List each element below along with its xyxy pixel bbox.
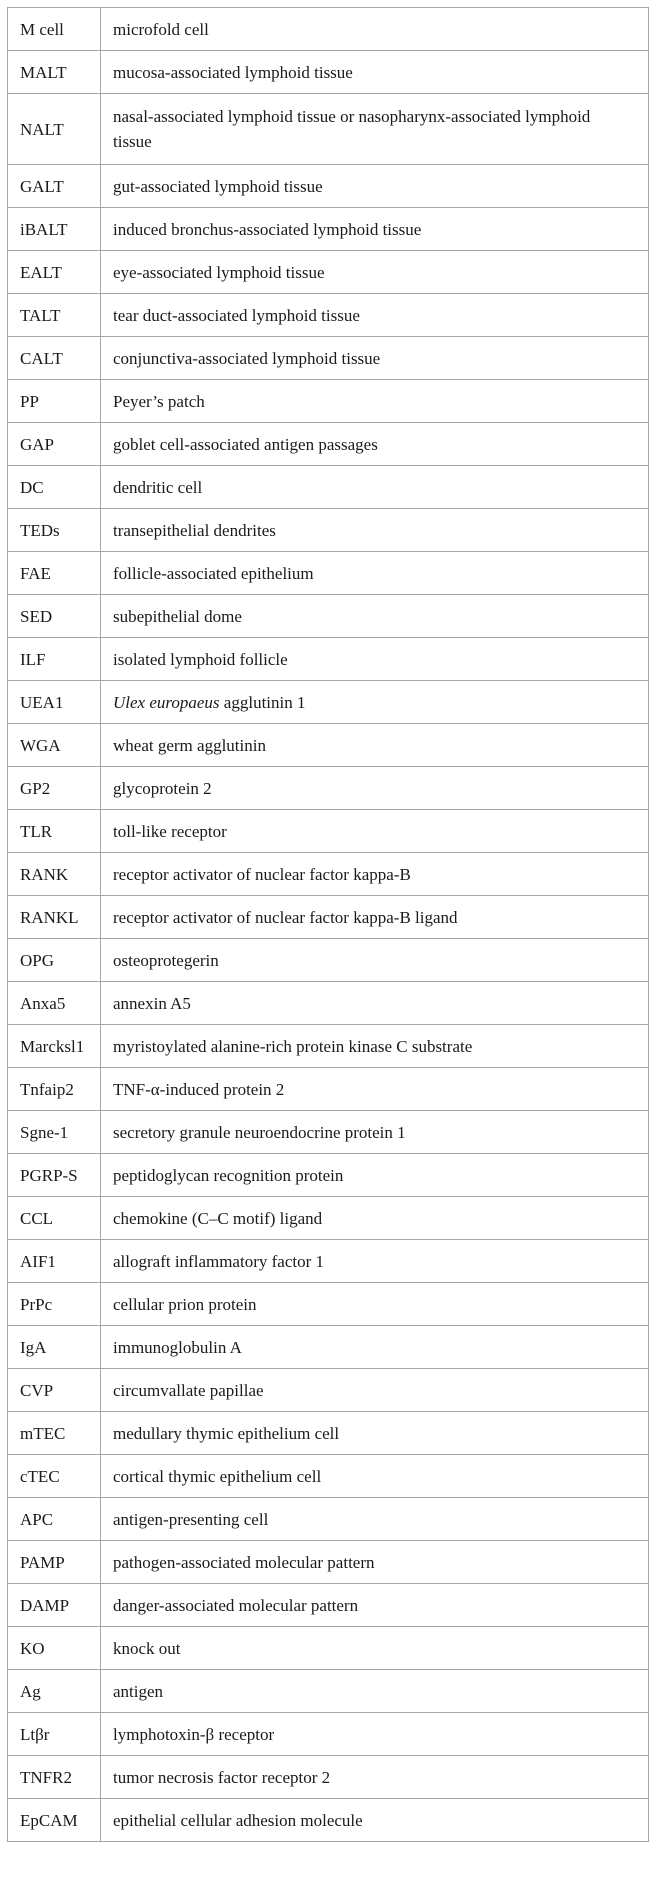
- definition-cell: peptidoglycan recognition protein: [101, 1154, 649, 1197]
- abbreviation-cell: RANK: [8, 853, 101, 896]
- definition-cell: medullary thymic epithelium cell: [101, 1412, 649, 1455]
- table-row: [8, 724, 649, 767]
- definition-italic-text: Ulex europaeus: [113, 692, 220, 712]
- definition-cell: eye-associated lymphoid tissue: [101, 251, 649, 294]
- table-row: [8, 1369, 649, 1412]
- abbreviation-cell: PAMP: [8, 1541, 101, 1584]
- abbreviation-cell: Ag: [8, 1670, 101, 1713]
- definition-cell: circumvallate papillae: [101, 1369, 649, 1412]
- abbreviation-cell: mTEC: [8, 1412, 101, 1455]
- abbreviation-cell: CCL: [8, 1197, 101, 1240]
- definition-cell: induced bronchus-associated lymphoid tissue: [101, 208, 649, 251]
- table-row: [8, 638, 649, 681]
- definition-cell: osteoprotegerin: [101, 939, 649, 982]
- abbreviation-cell: EALT: [8, 251, 101, 294]
- definition-cell: glycoprotein 2: [101, 767, 649, 810]
- definition-cell: wheat germ agglutinin: [101, 724, 649, 767]
- definition-cell: tear duct-associated lymphoid tissue: [101, 294, 649, 337]
- table-row: [8, 337, 649, 380]
- abbreviation-cell: SED: [8, 595, 101, 638]
- definition-cell: transepithelial dendrites: [101, 509, 649, 552]
- table-row: [8, 1756, 649, 1799]
- table-row: [8, 1068, 649, 1111]
- table-row: [8, 1326, 649, 1369]
- abbreviation-cell: iBALT: [8, 208, 101, 251]
- abbreviation-cell: KO: [8, 1627, 101, 1670]
- abbreviation-cell: PP: [8, 380, 101, 423]
- table-row: [8, 1541, 649, 1584]
- abbreviation-cell: PGRP-S: [8, 1154, 101, 1197]
- abbreviation-cell: AIF1: [8, 1240, 101, 1283]
- definition-cell: myristoylated alanine-rich protein kinase C substrate: [101, 1025, 649, 1068]
- abbreviation-cell: FAE: [8, 552, 101, 595]
- abbreviation-cell: TEDs: [8, 509, 101, 552]
- table-row: [8, 1111, 649, 1154]
- table-row: [8, 1154, 649, 1197]
- definition-cell: epithelial cellular adhesion molecule: [101, 1799, 649, 1842]
- abbreviation-cell: IgA: [8, 1326, 101, 1369]
- table-row: [8, 208, 649, 251]
- definition-cell: mucosa-associated lymphoid tissue: [101, 51, 649, 94]
- abbreviation-cell: GAP: [8, 423, 101, 466]
- abbreviation-cell: Marcksl1: [8, 1025, 101, 1068]
- definition-cell: toll-like receptor: [101, 810, 649, 853]
- definition-text: agglutinin 1: [219, 692, 306, 712]
- definition-cell: Peyer’s patch: [101, 380, 649, 423]
- table-row: [8, 1670, 649, 1713]
- definition-cell: tumor necrosis factor receptor 2: [101, 1756, 649, 1799]
- abbreviation-cell: TLR: [8, 810, 101, 853]
- table-row: [8, 1799, 649, 1842]
- definition-cell: cortical thymic epithelium cell: [101, 1455, 649, 1498]
- definition-cell: antigen-presenting cell: [101, 1498, 649, 1541]
- definition-cell: follicle-associated epithelium: [101, 552, 649, 595]
- definition-cell: secretory granule neuroendocrine protein 1: [101, 1111, 649, 1154]
- abbreviation-cell: GALT: [8, 165, 101, 208]
- table-row: [8, 853, 649, 896]
- abbreviation-cell: PrPc: [8, 1283, 101, 1326]
- definition-cell: allograft inflammatory factor 1: [101, 1240, 649, 1283]
- definition-cell: annexin A5: [101, 982, 649, 1025]
- definition-cell: receptor activator of nuclear factor kappa-B: [101, 853, 649, 896]
- table-row: [8, 1627, 649, 1670]
- definition-cell: gut-associated lymphoid tissue: [101, 165, 649, 208]
- abbreviation-cell: TNFR2: [8, 1756, 101, 1799]
- table-row: [8, 51, 649, 94]
- table-row: [8, 8, 649, 51]
- table-row: [8, 509, 649, 552]
- definition-cell: dendritic cell: [101, 466, 649, 509]
- abbreviation-cell: Anxa5: [8, 982, 101, 1025]
- abbreviation-cell: RANKL: [8, 896, 101, 939]
- abbreviation-cell: OPG: [8, 939, 101, 982]
- definition-cell: isolated lymphoid follicle: [101, 638, 649, 681]
- abbreviation-cell: GP2: [8, 767, 101, 810]
- definition-cell: TNF-α-induced protein 2: [101, 1068, 649, 1111]
- definition-cell: conjunctiva-associated lymphoid tissue: [101, 337, 649, 380]
- abbreviations-table: [7, 7, 649, 1842]
- definition-cell: receptor activator of nuclear factor kappa-B ligand: [101, 896, 649, 939]
- abbreviation-cell: ILF: [8, 638, 101, 681]
- abbreviation-cell: UEA1: [8, 681, 101, 724]
- table-row: [8, 294, 649, 337]
- abbreviation-cell: DAMP: [8, 1584, 101, 1627]
- definition-cell: nasal-associated lymphoid tissue or nasopharynx-associated lymphoid tissue: [101, 94, 649, 165]
- definition-cell: goblet cell-associated antigen passages: [101, 423, 649, 466]
- definition-cell: subepithelial dome: [101, 595, 649, 638]
- table-row: [8, 767, 649, 810]
- table-row: [8, 423, 649, 466]
- definition-cell: [101, 681, 649, 724]
- definition-cell: antigen: [101, 1670, 649, 1713]
- table-row: [8, 1412, 649, 1455]
- table-row: [8, 896, 649, 939]
- table-row: [8, 1197, 649, 1240]
- table-row: [8, 1455, 649, 1498]
- definition-cell: danger-associated molecular pattern: [101, 1584, 649, 1627]
- table-row: [8, 165, 649, 208]
- table-row: [8, 939, 649, 982]
- table-row: [8, 1240, 649, 1283]
- definition-cell: lymphotoxin-β receptor: [101, 1713, 649, 1756]
- abbreviation-cell: M cell: [8, 8, 101, 51]
- abbreviation-cell: MALT: [8, 51, 101, 94]
- definition-cell: cellular prion protein: [101, 1283, 649, 1326]
- table-row: [8, 94, 649, 165]
- definition-cell: microfold cell: [101, 8, 649, 51]
- table-row: [8, 251, 649, 294]
- table-row: [8, 1713, 649, 1756]
- table-row: [8, 810, 649, 853]
- abbreviation-cell: DC: [8, 466, 101, 509]
- table-row: [8, 1498, 649, 1541]
- abbreviation-cell: cTEC: [8, 1455, 101, 1498]
- abbreviations-table-body: [8, 8, 649, 1842]
- table-row: [8, 552, 649, 595]
- abbreviation-cell: Tnfaip2: [8, 1068, 101, 1111]
- definition-cell: knock out: [101, 1627, 649, 1670]
- table-row: [8, 1025, 649, 1068]
- abbreviation-cell: APC: [8, 1498, 101, 1541]
- abbreviation-cell: CVP: [8, 1369, 101, 1412]
- abbreviation-cell: TALT: [8, 294, 101, 337]
- abbreviation-cell: EpCAM: [8, 1799, 101, 1842]
- abbreviation-cell: WGA: [8, 724, 101, 767]
- table-row: [8, 1283, 649, 1326]
- definition-cell: chemokine (C–C motif) ligand: [101, 1197, 649, 1240]
- table-row: [8, 982, 649, 1025]
- abbreviation-cell: Sgne-1: [8, 1111, 101, 1154]
- definition-cell: immunoglobulin A: [101, 1326, 649, 1369]
- table-row: [8, 1584, 649, 1627]
- abbreviation-cell: Ltβr: [8, 1713, 101, 1756]
- table-row: [8, 681, 649, 724]
- definition-cell: pathogen-associated molecular pattern: [101, 1541, 649, 1584]
- abbreviation-cell: NALT: [8, 94, 101, 165]
- table-row: [8, 595, 649, 638]
- table-row: [8, 380, 649, 423]
- table-row: [8, 466, 649, 509]
- abbreviation-cell: CALT: [8, 337, 101, 380]
